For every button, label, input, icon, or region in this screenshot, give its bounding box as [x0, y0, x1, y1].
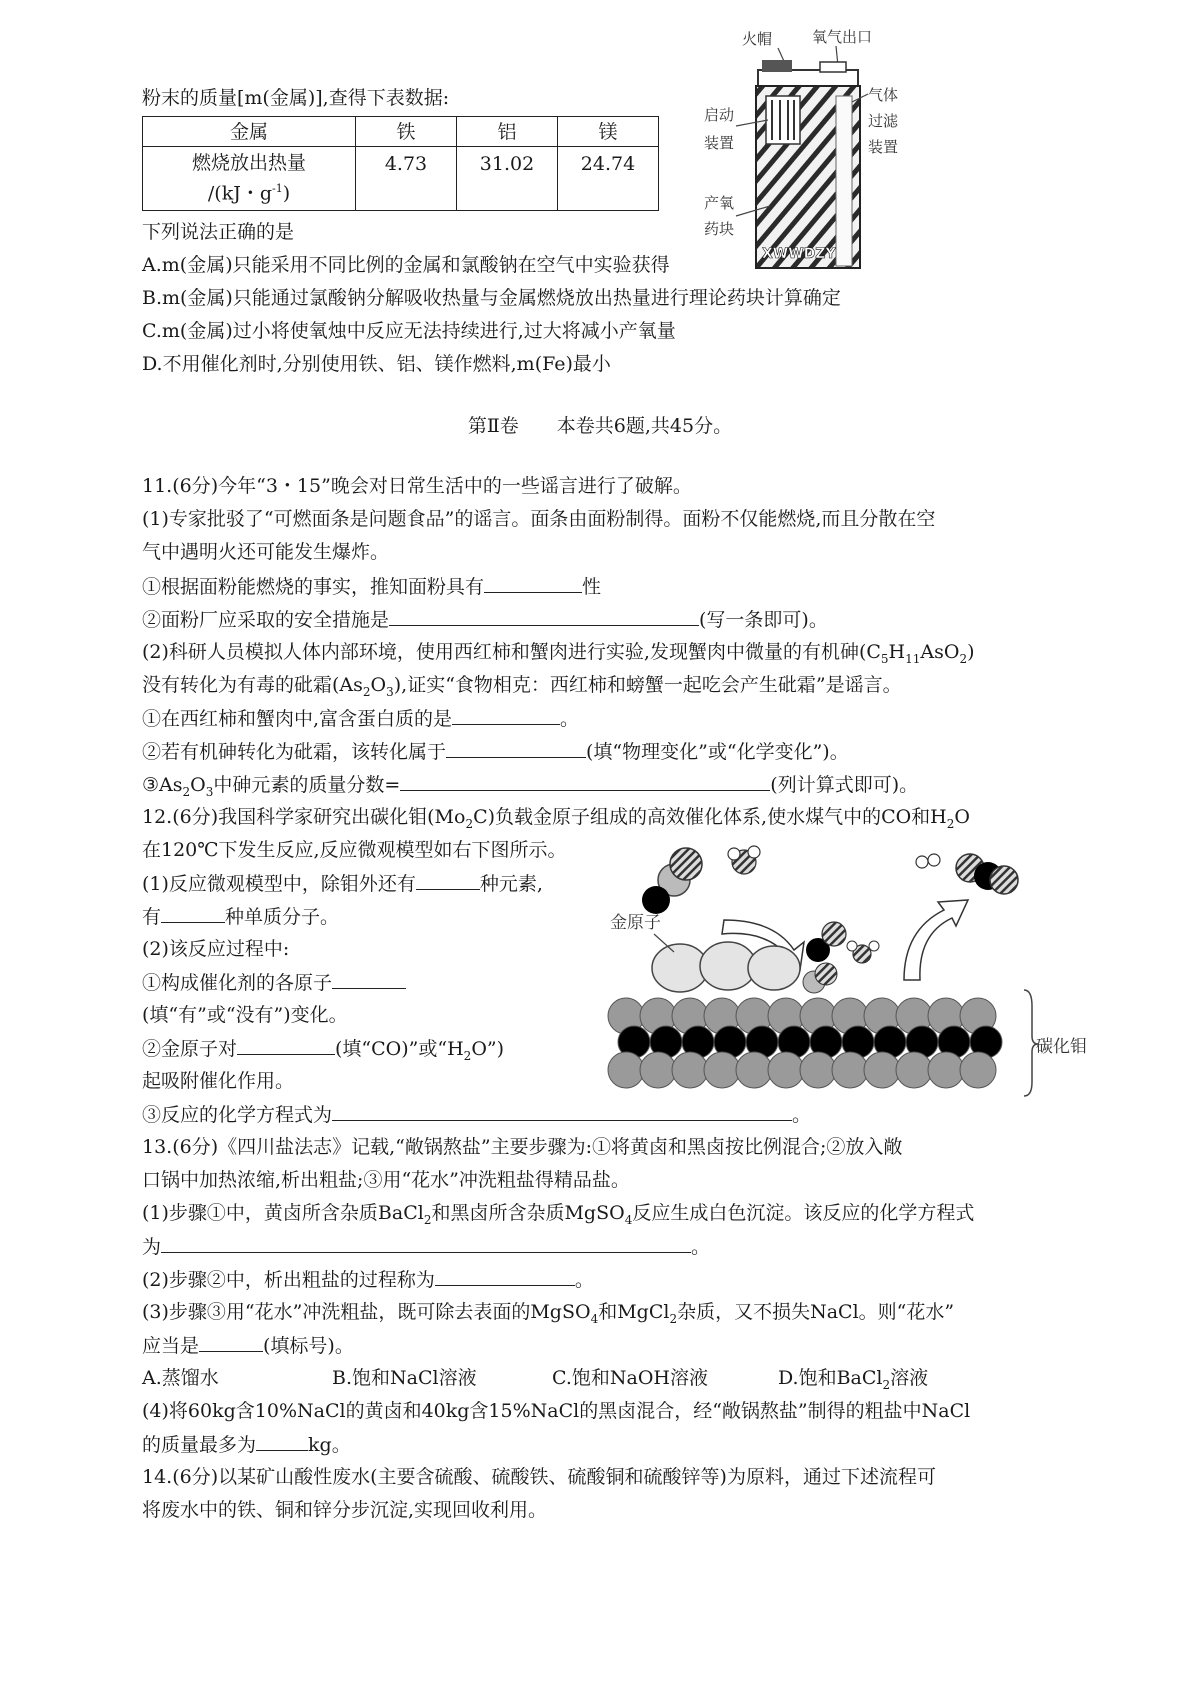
q11-sub3: ①在西红柿和蟹肉中,富含蛋白质的是 。 [142, 704, 579, 733]
q11-stem: 11.(6分)今年“3・15”晚会对日常生活中的一些谣言进行了破解。 [142, 475, 692, 497]
table-header: 铝 [457, 117, 558, 147]
table-cell: 24.74 [558, 147, 659, 211]
table-header: 镁 [558, 117, 659, 147]
q13-p3-line1: (3)步骤③用“花水”冲洗粗盐，既可除去表面的MgSO$_4$和MgCl$_2$杂质，又不损失NaCl。则“花水” [142, 1301, 955, 1326]
molybdenum-atom [800, 1052, 836, 1088]
q12-sub2-line1: ②金原子对 (填“CO)”或“$H_2O$”) [142, 1034, 504, 1070]
molybdenum-atom [608, 1052, 644, 1088]
molybdenum-atom [672, 1052, 708, 1088]
answer-blank[interactable] [452, 704, 560, 725]
q13-p1-line2: 为 。 [142, 1232, 710, 1261]
label-filter-3: 装置 [868, 138, 899, 156]
molybdenum-atom [736, 1052, 772, 1088]
q14-stem-line1: 14.(6分)以某矿山酸性废水(主要含硫酸、硫酸铁、硫酸铜和硫酸锌等)为原料，通过下述流程可 [142, 1466, 936, 1488]
q13-p4-line1: (4)将60kg含10%NaCl的黄卤和40kg含15%NaCl的黑卤混合，经“敞锅熬盐”制得的粗盐中NaCl [142, 1400, 971, 1422]
section-title: 第Ⅱ卷 本卷共6题,共45分。 [467, 415, 733, 437]
q10-stem: 下列说法正确的是 [142, 221, 295, 243]
candle-watermark: XWWDZY [762, 246, 836, 262]
table-cell: 4.73 [356, 147, 457, 211]
q13-p2: (2)步骤②中，析出粗盐的过程称为 。 [142, 1265, 594, 1294]
label-filter-1: 气体 [868, 86, 899, 104]
oxygen-atom [670, 848, 702, 880]
answer-blank[interactable] [161, 1232, 691, 1253]
answer-blank[interactable] [332, 968, 406, 989]
label-filter-2: 过滤 [868, 112, 899, 130]
label-oxygen-block-2: 药块 [704, 220, 735, 238]
q13-p4-line2: 的质量最多为 kg。 [142, 1430, 351, 1459]
answer-blank[interactable] [389, 605, 699, 626]
q10-option-d: D.不用催化剂时,分别使用铁、铝、镁作燃料,m(Fe)最小 [142, 353, 611, 375]
molybdenum-atom [864, 1052, 900, 1088]
q13-option-b: B.饱和NaCl溶液 [332, 1367, 477, 1389]
answer-blank[interactable] [484, 572, 582, 593]
q12-sub1-line1: ①构成催化剂的各原子 [142, 968, 406, 997]
q11-p2-line2: 没有转化为有毒的砒霜$(As_2O_3)$,证实“食物相克：西红柿和螃蟹一起吃会产生砒霜”是谣言。 [142, 674, 902, 699]
q12-sub2-line2: 起吸附催化作用。 [142, 1070, 295, 1092]
q12-p1-line1: (1)反应微观模型中，除钼外还有 种元素, [142, 869, 543, 898]
q12-sub1-line2: (填“有”或“没有”)变化。 [142, 1004, 348, 1026]
answer-blank[interactable] [332, 1100, 792, 1121]
q14-stem-line2: 将废水中的铁、铜和锌分步沉淀,实现回收利用。 [142, 1499, 548, 1521]
row-label-line2: /(kJ・$g^{-1}$) [207, 182, 291, 205]
row-label-line1: 燃烧放出热量 [191, 152, 306, 175]
q13-option-d: D.饱和BaCl$_2$溶液 [778, 1367, 929, 1392]
q13-p1-line1: (1)步骤①中，黄卤所含杂质BaCl$_2$和黑卤所含杂质MgSO$_4$反应生成白色沉淀。该反应的化学方程式 [142, 1202, 975, 1227]
q12-stem-line2: 在120℃下发生反应,反应微观模型如右下图所示。 [142, 839, 567, 861]
label-cap: 火帽 [742, 30, 773, 48]
hydrogen-molecule [916, 856, 928, 868]
q10-option-a: A.m(金属)只能采用不同比例的金属和氯酸钠在空气中实验获得 [142, 254, 670, 276]
oxygen-candle-diagram [704, 22, 980, 278]
molybdenum-atom [928, 1052, 964, 1088]
molybdenum-carbide-support [608, 998, 1002, 1088]
q12-p2: (2)该反应过程中: [142, 938, 290, 960]
answer-blank[interactable] [446, 737, 586, 758]
gold-atom-label: 金原子 [610, 913, 661, 933]
answer-blank[interactable] [256, 1430, 308, 1451]
label-start-2: 装置 [704, 134, 735, 152]
catalysis-model-diagram [604, 830, 1087, 1100]
label-oxygen-block-1: 产氧 [704, 194, 735, 212]
q11-p2-line1: (2)科研人员模拟人体内部环境，使用西红柿和蟹肉进行实验,发现蟹肉中微量的有机砷$(C_5H_{11}AsO_2)$ [142, 641, 975, 666]
molybdenum-atom [960, 1052, 996, 1088]
q11-sub1: ①根据面粉能燃烧的事实，推知面粉具有 性 [142, 572, 601, 601]
q10-option-c: C.m(金属)过小将使氧烛中反应无法持续进行,过大将减小产氧量 [142, 320, 676, 342]
q11-sub4: ②若有机砷转化为砒霜，该转化属于 (填“物理变化”或“化学变化”)。 [142, 737, 849, 766]
q11-sub2: ②面粉厂应采取的安全措施是 (写一条即可)。 [142, 605, 828, 634]
gold-atom [748, 946, 800, 990]
q11-p1-line1: (1)专家批驳了“可燃面条是问题食品”的谣言。面条由面粉制得。面粉不仅能燃烧,而且分散在空 [142, 508, 936, 530]
answer-blank[interactable] [161, 902, 225, 923]
q12-stem-line1: 12.(6分)我国科学家研究出碳化钼$(Mo_2C)$负载金原子组成的高效催化体系,使水煤气中的CO和$H_2O$ [142, 806, 970, 831]
table-row-label [143, 147, 356, 211]
q11-sub5: $③As_2O_3$中砷元素的质量分数= (列计算式即可)。 [142, 770, 918, 806]
q11-p1-line2: 气中遇明火还可能发生爆炸。 [142, 541, 390, 563]
label-oxygen-outlet: 氧气出口 [812, 28, 873, 46]
answer-blank[interactable] [400, 770, 770, 791]
heat-table [142, 116, 659, 211]
label-start-1: 启动 [704, 106, 735, 124]
answer-blank[interactable] [237, 1034, 335, 1055]
molybdenum-atom [896, 1052, 932, 1088]
answer-blank[interactable] [416, 869, 480, 890]
q13-stem-line2: 口锅中加热浓缩,析出粗盐;③用“花水”冲洗粗盐得精品盐。 [142, 1169, 630, 1191]
q13-option-a: A.蒸馏水 [142, 1367, 219, 1389]
q10-option-b: B.m(金属)只能通过氯酸钠分解吸收热量与金属燃烧放出热量进行理论药块计算确定 [142, 287, 841, 309]
molybdenum-atom [832, 1052, 868, 1088]
arrow-out-icon [904, 900, 968, 980]
q13-option-c: C.饱和NaOH溶液 [552, 1367, 708, 1389]
molybdenum-atom [640, 1052, 676, 1088]
carbon-atom [642, 886, 670, 914]
q12-sub3: ③反应的化学方程式为 。 [142, 1100, 811, 1129]
intro-text: 粉末的质量[m(金属)],查得下表数据: [142, 87, 450, 109]
table-header: 铁 [356, 117, 457, 147]
q12-p1-line2: 有 种单质分子。 [142, 902, 339, 931]
answer-blank[interactable] [435, 1265, 575, 1286]
table-header: 金属 [143, 117, 356, 147]
table-cell: 31.02 [457, 147, 558, 211]
q13-stem-line1: 13.(6分)《四川盐法志》记载,“敞锅熬盐”主要步骤为:①将黄卤和黑卤按比例混合;②放入敞 [142, 1136, 903, 1158]
answer-blank[interactable] [199, 1331, 263, 1352]
support-label: 碳化钼 [1036, 1037, 1087, 1057]
molybdenum-atom [704, 1052, 740, 1088]
molybdenum-atom [768, 1052, 804, 1088]
q13-p3-line2: 应当是 (填标号)。 [142, 1331, 354, 1360]
